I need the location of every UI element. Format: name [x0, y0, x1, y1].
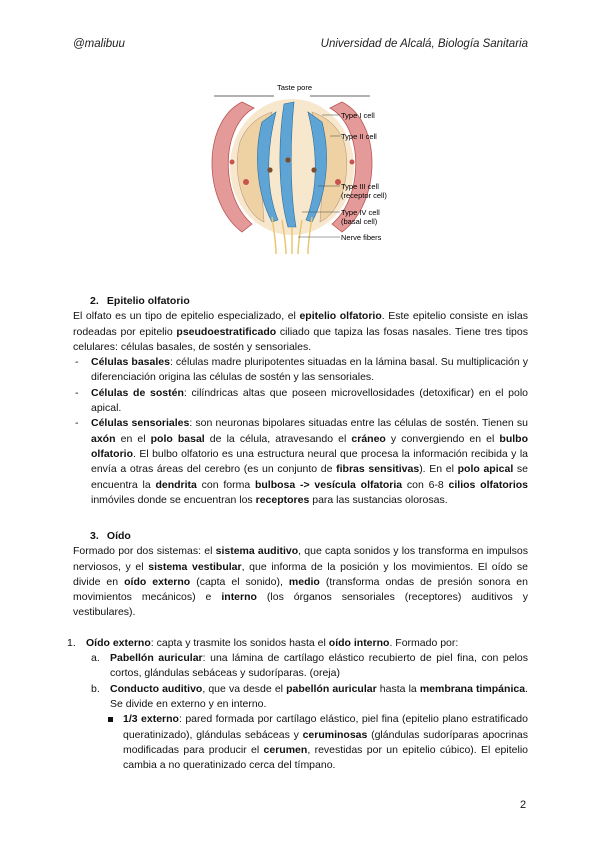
nucleus	[243, 179, 249, 185]
paragraph: El olfato es un tipo de epitelio especializado, el epitelio olfatorio. Este epitelio consiste en islas rodeadas por epitelio pseudoestratificado ciliado que tapiza las fosas nasales. Tiene tres tipos celulares: células basales, de sostén y sensoriales.	[73, 310, 528, 353]
taste-bud-figure	[202, 82, 422, 254]
section-oido	[67, 529, 529, 773]
nucleus	[230, 160, 235, 165]
paragraph: Formado por dos sistemas: el sistema auditivo, que capta sonidos y los transforma en impulsos nerviosos, y el sistema vestibular, que informa de la posición y los movimientos. El oído se divide en oído externo (capta el sonido), medio (transforma ondas de presión sonora en movimientos mecánicos) e interno (los órganos sensoriales (receptores) auditivos y vestibulares).	[73, 545, 528, 619]
list-item: 1. Oído externo: capta y trasmite los sonidos hasta el oído interno. Formado por:	[67, 636, 459, 649]
nucleus	[311, 167, 316, 172]
page-number: 2	[520, 799, 527, 811]
list-item: - Células basales: células madre pluripotentes situadas en la lámina basal. Su multiplicación y diferenciación origina las células de sostén y las sensoriales.	[73, 355, 528, 386]
section-heading: 3. Oído	[90, 530, 131, 542]
list-item: 1/3 externo: pared formada por cartílago elástico, piel fina (epitelio plano estratificado queratinizado), glándulas sebáceas y ceruminosas (glándulas sudoríparas apocrinas modificadas para producir el cerumen, revestidas por un epitelio cúbico). El epitelio cambia a no queratinizado cerca del tímpano.	[73, 712, 528, 773]
label-type-iii-cell: Type III cell	[341, 182, 379, 191]
nucleus	[285, 157, 290, 162]
square-bullet-icon	[108, 717, 113, 722]
header-course: Universidad de Alcalá, Biología Sanitaria	[320, 38, 528, 50]
label-taste-pore: Taste pore	[277, 83, 313, 92]
label-type-i-cell: Type I cell	[341, 111, 375, 120]
header-author: @malibuu	[73, 38, 125, 50]
list-item: a. Pabellón auricular: una lámina de cartílago elástico recubierto de piel fina, con pelos cortos, glándulas sebáceas y sudoríparas. (oreja)	[91, 652, 529, 680]
label-type-iv-cell: Type IV cell	[341, 208, 380, 217]
cell-type-list	[73, 355, 528, 508]
list-item: - Células de sostén: cilíndricas altas que poseen microvellosidades (detoxificar) en el polo apical.	[73, 386, 528, 417]
section-epitelio-olfatorio	[73, 294, 528, 508]
list-item: - Células sensoriales: son neuronas bipolares situadas entre las células de sostén. Tienen su axón en el polo basal de la célula, atravesando el cráneo y convergiendo en el bulbo olfatorio. El bulbo olfatorio es una estructura neural que procesa la información recibida y la envía a otras áreas del cerebro (es un conjunto de fibras sensitivas). En el polo apical se encuentra la dendrita con forma bulbosa -> vesícula olfatoria con 6-8 cilios olfatorios inmóviles donde se encuentran los receptores para las sustancias olorosas.	[73, 416, 528, 508]
section-heading: 2. Epitelio olfatorio	[90, 295, 190, 307]
list-item: b. Conducto auditivo, que va desde el pabellón auricular hasta la membrana timpánica. Se divide en externo y en interno.	[91, 682, 528, 710]
label-type-ii-cell: Type II cell	[341, 132, 377, 141]
label-nerve-fibers: Nerve fibers	[341, 233, 382, 242]
nucleus	[267, 167, 272, 172]
nucleus	[350, 160, 355, 165]
label-basal-cell: (basal cell)	[341, 217, 378, 226]
label-receptor-cell: (receptor cell)	[341, 191, 387, 200]
